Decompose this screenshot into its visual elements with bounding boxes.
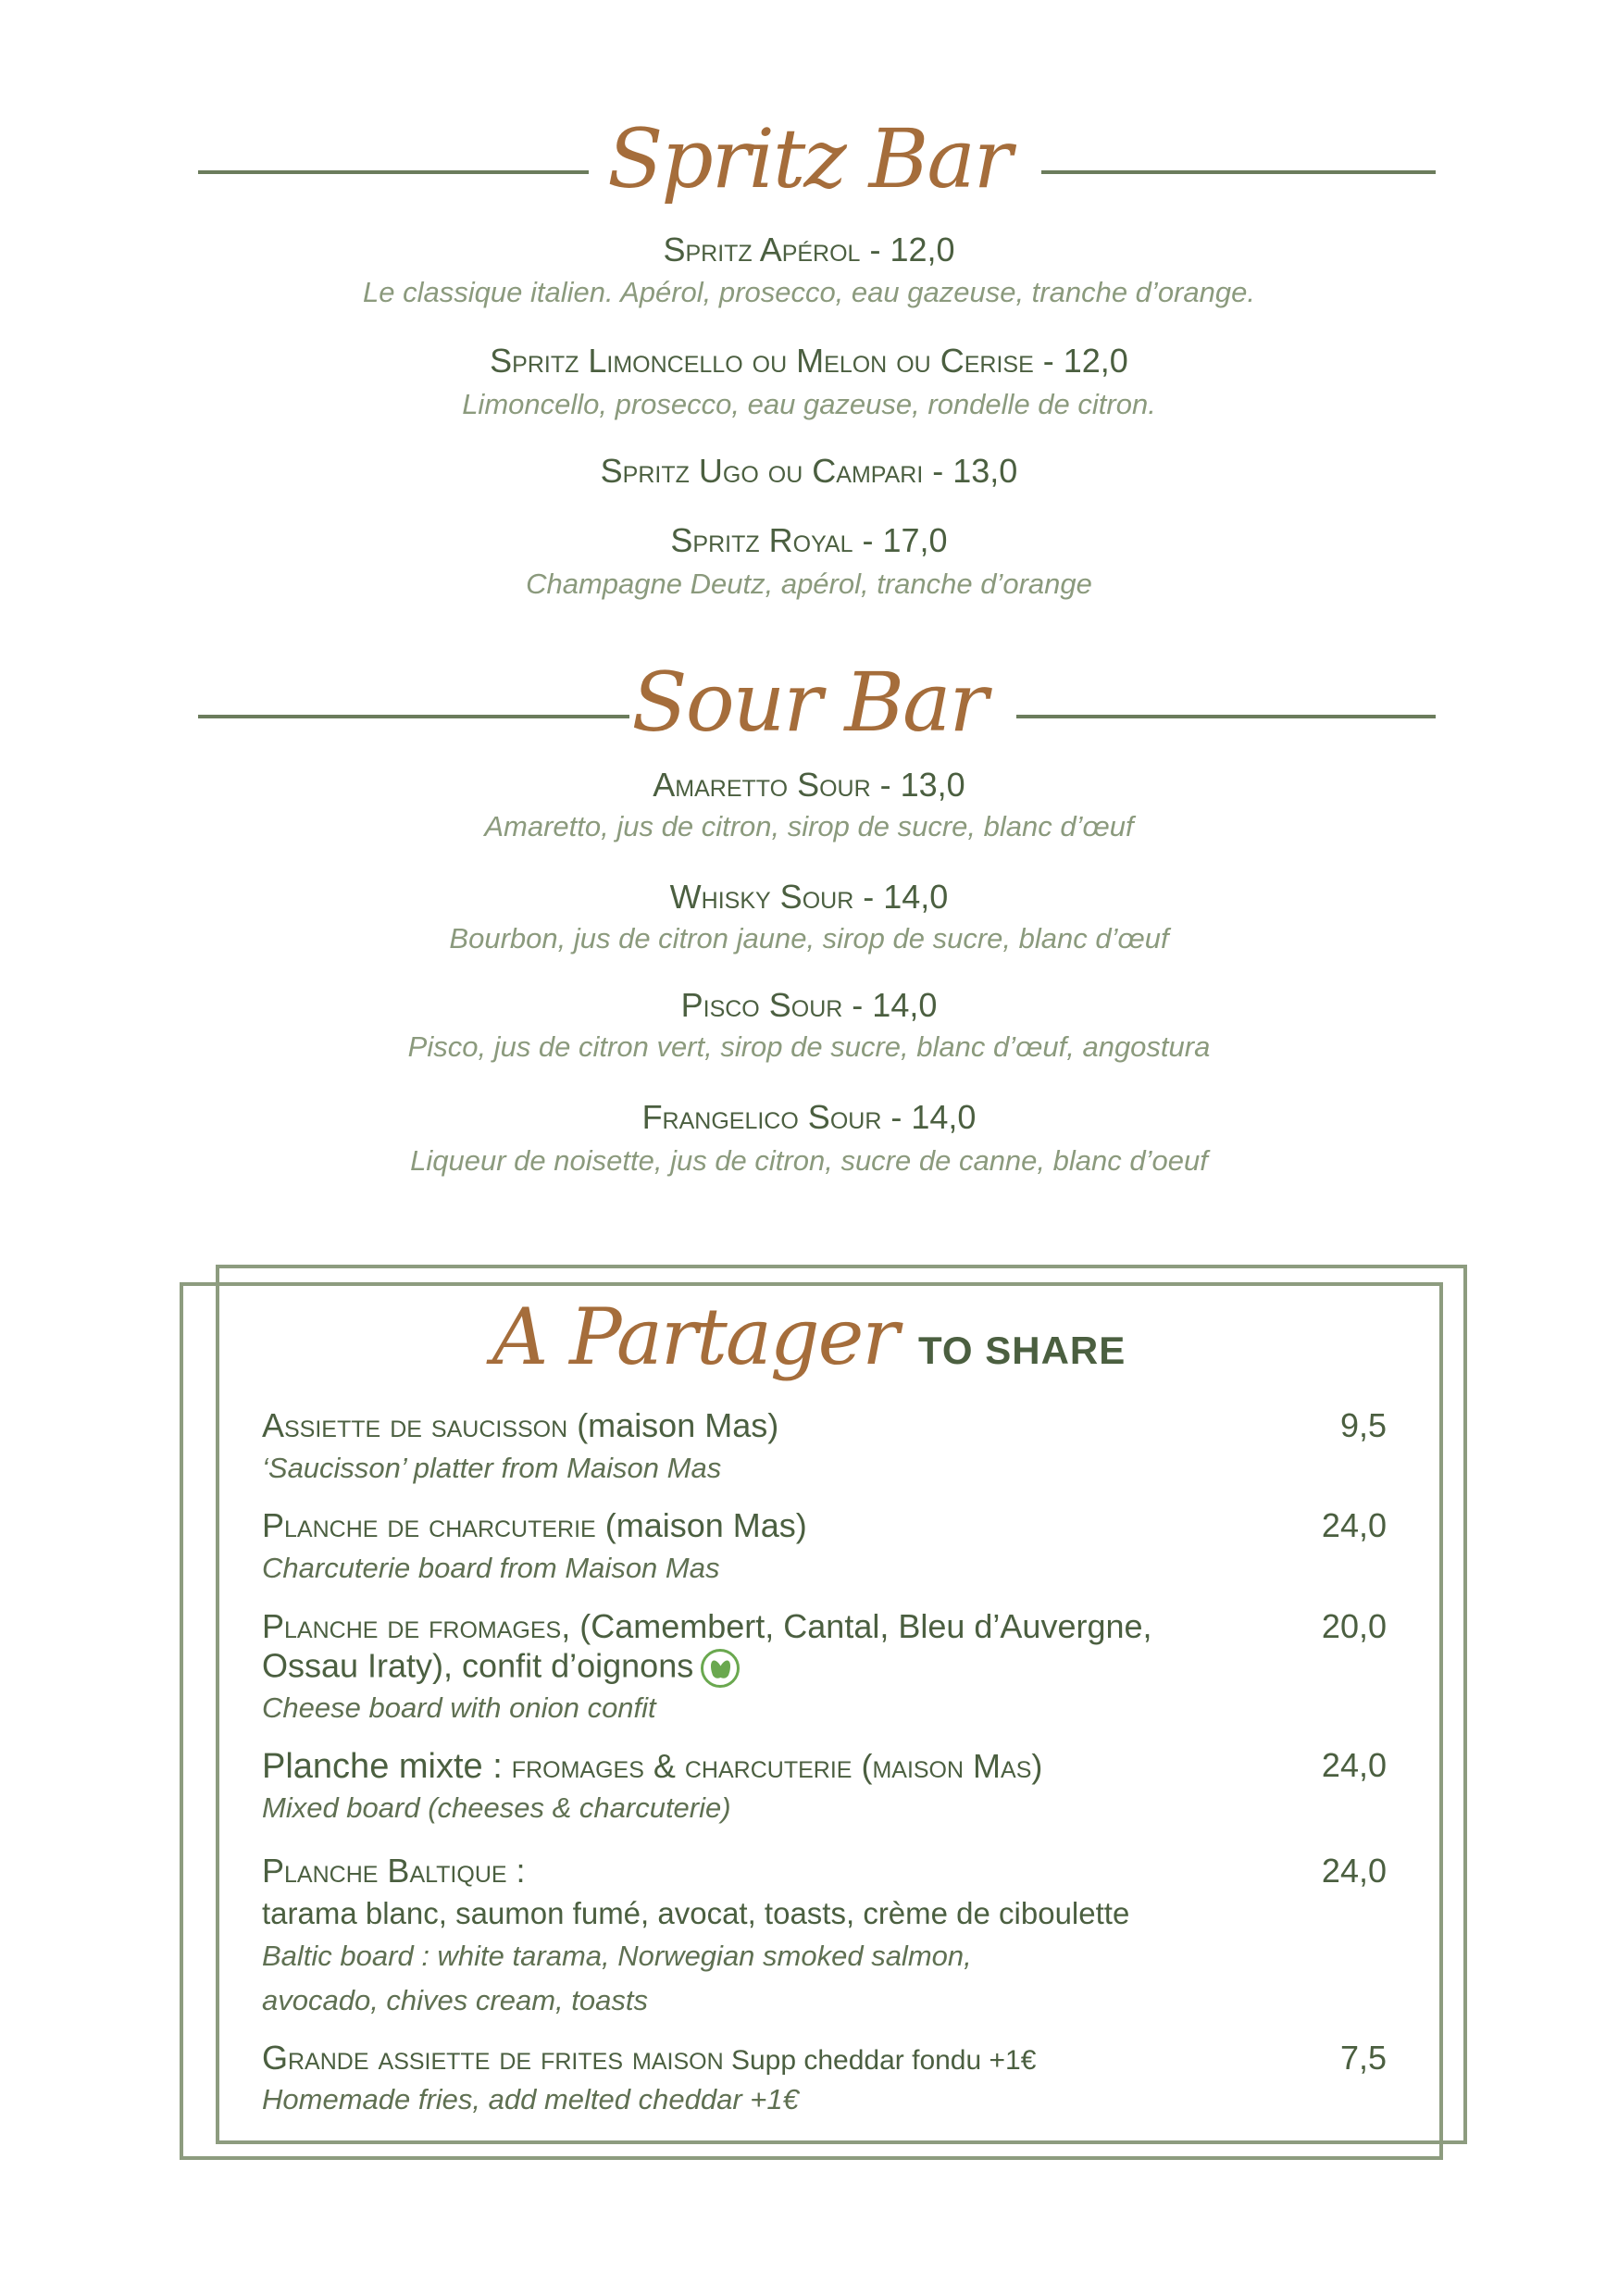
menu-item-desc: ‘Saucisson’ platter from Maison Mas (262, 1452, 722, 1484)
menu-item-name (262, 1607, 1152, 1645)
item-name-text: Planche de charcuterie (262, 1506, 596, 1544)
menu-item-price: 7,5 (1339, 2039, 1387, 2077)
menu-item-name (262, 1506, 807, 1544)
menu-item-name: Spritz Apérol - 12,0 (663, 231, 955, 268)
menu-item-name: Spritz Limoncello ou Melon ou Cerise - 12,0 (490, 342, 1128, 380)
menu-item-name (262, 1749, 1042, 1784)
menu-item-desc: Cheese board with onion confit (262, 1691, 656, 1724)
section-subtitle: TO SHARE (918, 1329, 1126, 1372)
item-extra: fromages & charcuterie (maison Mas) (502, 1747, 1043, 1785)
menu-item-name-cont (262, 1646, 740, 1688)
menu-item-name: Amaretto Sour - 13,0 (653, 766, 965, 804)
menu-item-price: 20,0 (1321, 1607, 1387, 1645)
menu-item-price: 24,0 (1321, 1746, 1387, 1784)
menu-item-name: Whisky Sour - 14,0 (669, 878, 949, 916)
menu-item-name: Spritz Ugo ou Campari - 13,0 (600, 452, 1018, 490)
menu-item-desc: Pisco, jus de citron vert, sirop de sucre, blanc d’œuf, angostura (407, 1030, 1211, 1063)
menu-item-name (262, 1406, 779, 1444)
menu-item-desc: Charcuterie board from Maison Mas (262, 1552, 720, 1584)
menu-item-desc: avocado, chives cream, toasts (262, 1984, 648, 2016)
menu-item-desc: Liqueur de noisette, jus de citron, sucre de canne, blanc d’oeuf (410, 1144, 1208, 1177)
menu-item-name: Pisco Sour - 14,0 (680, 986, 938, 1024)
menu-item-price: 24,0 (1321, 1852, 1387, 1890)
menu-item-desc: Homemade fries, add melted cheddar +1€ (262, 2083, 799, 2115)
menu-item-price: 24,0 (1321, 1506, 1387, 1544)
menu-item-desc: Limoncello, prosecco, eau gazeuse, rondelle de citron. (462, 388, 1156, 420)
item-extra: (Camembert, Cantal, Bleu d’Auvergne, (570, 1607, 1152, 1645)
menu-item-desc: Baltic board : white tarama, Norwegian smoked salmon, (262, 1940, 972, 1972)
share-header (0, 1292, 1618, 1382)
section-title-spritz: Spritz Bar (607, 111, 1011, 206)
item-name-text: Assiette de saucisson (262, 1406, 568, 1444)
section-title-share: A Partager (492, 1292, 898, 1382)
menu-item-desc: Amaretto, jus de citron, sirop de sucre, blanc d’œuf (484, 810, 1134, 842)
menu-item-name: Spritz Royal - 17,0 (670, 521, 948, 559)
section-title-sour: Sour Bar (631, 655, 987, 750)
menu-item-name-cont: tarama blanc, saumon fumé, avocat, toasts, crème de ciboulette (262, 1896, 1130, 1930)
vegetarian-leaf-icon (701, 1649, 740, 1688)
menu-item-price: 9,5 (1339, 1406, 1387, 1444)
menu-item-name: Planche Baltique : (262, 1852, 526, 1890)
item-name-text: Planche de fromages, (262, 1607, 571, 1645)
item-extra: (maison Mas) (595, 1506, 807, 1544)
item-extra: Supp cheddar fondu +1€ (723, 2045, 1037, 2076)
menu-item-desc: Le classique italien. Apérol, prosecco, eau gazeuse, tranche d’orange. (363, 276, 1255, 308)
menu-item-desc: Bourbon, jus de citron jaune, sirop de sucre, blanc d’œuf (449, 922, 1169, 955)
menu-item-desc: Mixed board (cheeses & charcuterie) (262, 1791, 731, 1824)
menu-item-desc: Champagne Deutz, apérol, tranche d’orange (526, 568, 1092, 600)
menu-item-name: Frangelico Sour - 14,0 (641, 1098, 977, 1136)
item-extra: (maison Mas) (567, 1406, 779, 1444)
item-extra: Ossau Iraty), confit d’oignons (262, 1646, 694, 1685)
menu-item-name (262, 2041, 1036, 2075)
item-name-text: Grande assiette de frites maison (262, 2039, 724, 2077)
item-name-text: Planche mixte : (262, 1747, 503, 1786)
